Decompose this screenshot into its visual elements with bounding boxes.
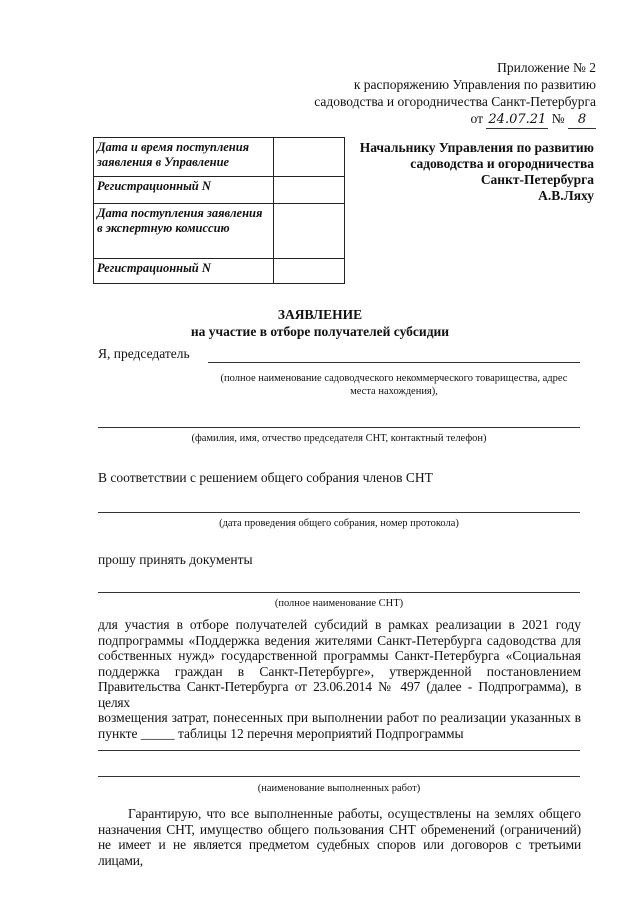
reg-value xyxy=(274,204,345,259)
main-paragraph-line: подпрограммы «Поддержка ведения жителями Санкт-Петербурга садоводства для xyxy=(98,632,581,648)
number-value: 8 xyxy=(568,111,596,129)
reg-label: Дата и время поступления заявления в Управление xyxy=(94,138,274,177)
guarantee-paragraph xyxy=(98,806,581,868)
chairman-label: Я, председатель xyxy=(98,346,190,361)
date-prefix: от xyxy=(470,111,483,126)
date-value: 24.07.21 xyxy=(486,111,548,129)
document-title: ЗАЯВЛЕНИЕ xyxy=(277,307,363,322)
reg-label: Регистрационный N xyxy=(94,177,274,204)
table-row xyxy=(94,204,345,259)
works-field-2[interactable] xyxy=(98,776,580,777)
addressee-line2: садоводства и огородничества xyxy=(410,156,594,171)
reg-label: Регистрационный N xyxy=(94,259,274,284)
appendix-line2: садоводства и огородничества Санкт-Петербурга xyxy=(314,94,596,109)
fio-field[interactable] xyxy=(98,427,580,428)
request-text: прошу принять документы xyxy=(98,552,253,567)
main-paragraph xyxy=(98,617,581,741)
decision-text: В соответствии с решением общего собрания членов СНТ xyxy=(98,470,433,485)
addressee-line1: Начальнику Управления по развитию xyxy=(359,140,594,155)
document-subtitle: на участие в отборе получателей субсидии xyxy=(190,324,450,339)
reg-value xyxy=(274,177,345,204)
caption-snt-name-line1: (полное наименование садоводческого некоммерческого товарищества, адрес xyxy=(220,373,568,384)
main-paragraph-line: пункте _____ таблицы 12 перечня мероприятий Подпрограммы xyxy=(98,725,464,741)
main-paragraph-line: собственных нужд» государственной программы Санкт-Петербурга «Социальная xyxy=(98,648,581,663)
main-paragraph-line: для участия в отборе получателей субсидий в рамках реализации в 2021 году xyxy=(98,617,581,632)
table-row xyxy=(94,177,345,204)
appendix-title: Приложение № 2 xyxy=(497,60,596,75)
caption-full-snt: (полное наименование СНТ) xyxy=(274,598,404,609)
table-row xyxy=(94,138,345,177)
caption-fio: (фамилия, имя, отчество председателя СНТ, контактный телефон) xyxy=(191,433,487,444)
guarantee-line: не имеет и не является предметом судебных споров или договоров с третьими лицами, xyxy=(98,837,581,868)
caption-works: (наименование выполненных работ) xyxy=(257,783,421,794)
appendix-line1: к распоряжению Управления по развитию xyxy=(353,77,596,92)
snt-full-name-field[interactable] xyxy=(98,592,580,593)
reg-value xyxy=(274,138,345,177)
caption-snt-name xyxy=(200,372,588,398)
appendix-block xyxy=(314,59,596,129)
addressee-block xyxy=(360,140,594,204)
registration-table xyxy=(93,137,345,284)
document-heading xyxy=(0,306,640,340)
reg-value xyxy=(274,259,345,284)
guarantee-line: Гарантирую, что все выполненные работы, осуществлены на землях общего xyxy=(128,806,581,821)
main-paragraph-line: поддержка граждан в Санкт-Петербурге», утвержденной постановлением xyxy=(98,663,581,679)
caption-meeting: (дата проведения общего собрания, номер протокола) xyxy=(219,518,459,529)
main-paragraph-line: возмещения затрат, понесенных при выполнении работ по реализации указанных в xyxy=(98,710,581,725)
meeting-field[interactable] xyxy=(98,512,580,513)
addressee-line4: А.В.Ляху xyxy=(538,188,594,203)
chairman-name-field[interactable] xyxy=(208,362,580,363)
main-paragraph-line: Правительства Санкт-Петербурга от 23.06.2014 № 497 (далее - Подпрограмма), в целях xyxy=(98,679,581,710)
guarantee-line: назначения СНТ, имущество общего пользования СНТ обременений (ограничений) xyxy=(98,821,581,837)
caption-snt-name-line2: места нахождения), xyxy=(350,386,438,397)
appendix-date-line xyxy=(314,110,596,129)
table-row xyxy=(94,259,345,284)
reg-label: Дата поступления заявления в экспертную комиссию xyxy=(94,204,274,259)
works-field-1[interactable] xyxy=(98,750,580,751)
addressee-line3: Санкт-Петербурга xyxy=(480,172,594,187)
number-prefix: № xyxy=(551,111,565,126)
